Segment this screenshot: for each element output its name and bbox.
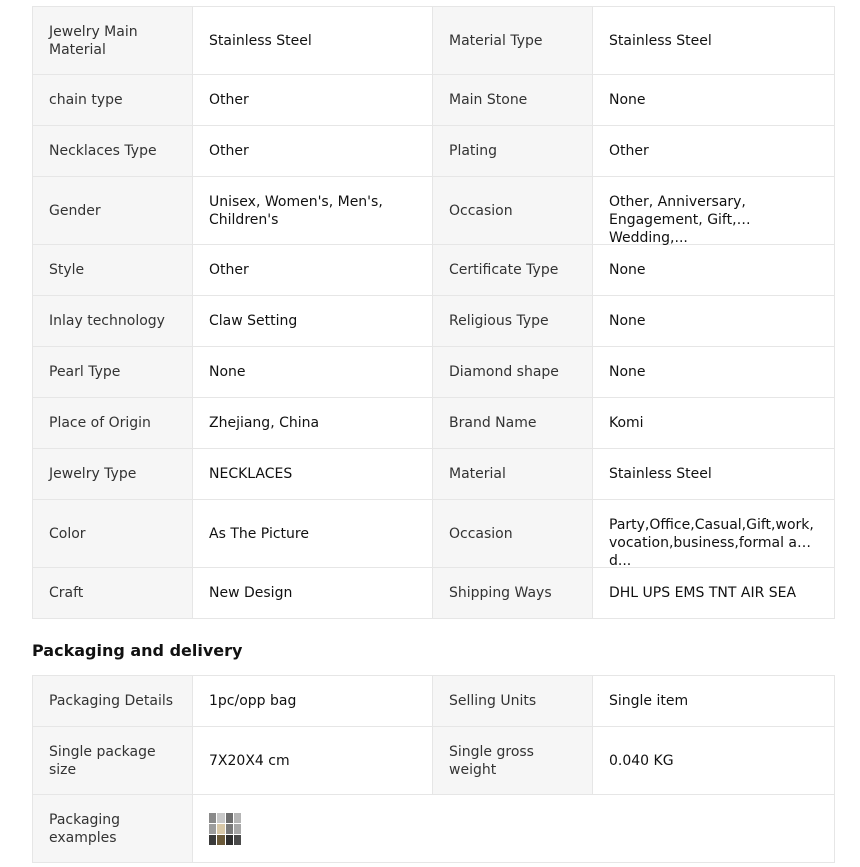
table-row	[33, 727, 835, 795]
section-heading-packaging: Packaging and delivery	[32, 641, 243, 660]
attribute-label: Brand Name	[433, 398, 593, 449]
attribute-value: Stainless Steel	[193, 7, 433, 75]
attribute-value: Other	[193, 126, 433, 177]
attribute-value: As The Picture	[193, 500, 433, 568]
package-size-label: Single package size	[33, 727, 193, 795]
packaging-examples-label: Packaging examples	[33, 795, 193, 863]
attribute-label: Jewelry Main Material	[33, 7, 193, 75]
table-row	[33, 568, 835, 619]
attribute-label: Material Type	[433, 7, 593, 75]
attribute-label: Inlay technology	[33, 296, 193, 347]
attribute-label: Diamond shape	[433, 347, 593, 398]
attribute-value: Party,Office,Casual,Gift,work,vocation,business,formal and...	[609, 516, 814, 569]
product-attributes-table	[32, 6, 835, 619]
attribute-value: Other	[593, 126, 835, 177]
attribute-label: Shipping Ways	[433, 568, 593, 619]
attribute-value: None	[193, 347, 433, 398]
attribute-label: Jewelry Type	[33, 449, 193, 500]
attribute-label: Necklaces Type	[33, 126, 193, 177]
attribute-label: Style	[33, 245, 193, 296]
table-row	[33, 126, 835, 177]
gross-weight-label: Single gross weight	[433, 727, 593, 795]
table-row	[33, 398, 835, 449]
attribute-value: DHL UPS EMS TNT AIR SEA	[593, 568, 835, 619]
table-row	[33, 296, 835, 347]
attribute-value: Other, Anniversary, Engagement, Gift, Wedding,...	[609, 193, 746, 246]
attribute-label: Material	[433, 449, 593, 500]
attribute-label: Pearl Type	[33, 347, 193, 398]
attribute-value: New Design	[193, 568, 433, 619]
packaging-details-value: 1pc/opp bag	[193, 676, 433, 727]
attribute-label: Religious Type	[433, 296, 593, 347]
attribute-value: None	[593, 296, 835, 347]
selling-units-label: Selling Units	[433, 676, 593, 727]
attribute-label: Place of Origin	[33, 398, 193, 449]
table-row	[33, 449, 835, 500]
attribute-value: Unisex, Women's, Men's, Children's	[193, 177, 433, 245]
table-row	[33, 795, 835, 863]
attribute-value: Stainless Steel	[593, 449, 835, 500]
packaging-thumbnail-icon[interactable]	[209, 813, 241, 845]
attribute-label: Occasion	[433, 177, 593, 245]
attribute-value: Other	[193, 75, 433, 126]
attribute-value: NECKLACES	[193, 449, 433, 500]
packaging-examples-cell	[193, 795, 835, 863]
attribute-label: chain type	[33, 75, 193, 126]
attribute-label: Occasion	[433, 500, 593, 568]
table-row	[33, 7, 835, 75]
attribute-value: None	[593, 75, 835, 126]
attribute-value: Stainless Steel	[593, 7, 835, 75]
selling-units-value: Single item	[593, 676, 835, 727]
table-row	[33, 676, 835, 727]
attribute-label: Certificate Type	[433, 245, 593, 296]
attribute-value: Claw Setting	[193, 296, 433, 347]
attribute-label: Craft	[33, 568, 193, 619]
attribute-label: Gender	[33, 177, 193, 245]
table-row	[33, 500, 835, 568]
table-row	[33, 347, 835, 398]
attribute-value: Other	[193, 245, 433, 296]
attribute-label: Main Stone	[433, 75, 593, 126]
packaging-delivery-table	[32, 675, 835, 863]
table-row	[33, 245, 835, 296]
attribute-label: Color	[33, 500, 193, 568]
packaging-details-label: Packaging Details	[33, 676, 193, 727]
attribute-value: Zhejiang, China	[193, 398, 433, 449]
attribute-value: Komi	[593, 398, 835, 449]
attribute-value: None	[593, 347, 835, 398]
attribute-value: None	[593, 245, 835, 296]
attribute-label: Plating	[433, 126, 593, 177]
gross-weight-value: 0.040 KG	[593, 727, 835, 795]
table-row	[33, 75, 835, 126]
table-row	[33, 177, 835, 245]
package-size-value: 7X20X4 cm	[193, 727, 433, 795]
